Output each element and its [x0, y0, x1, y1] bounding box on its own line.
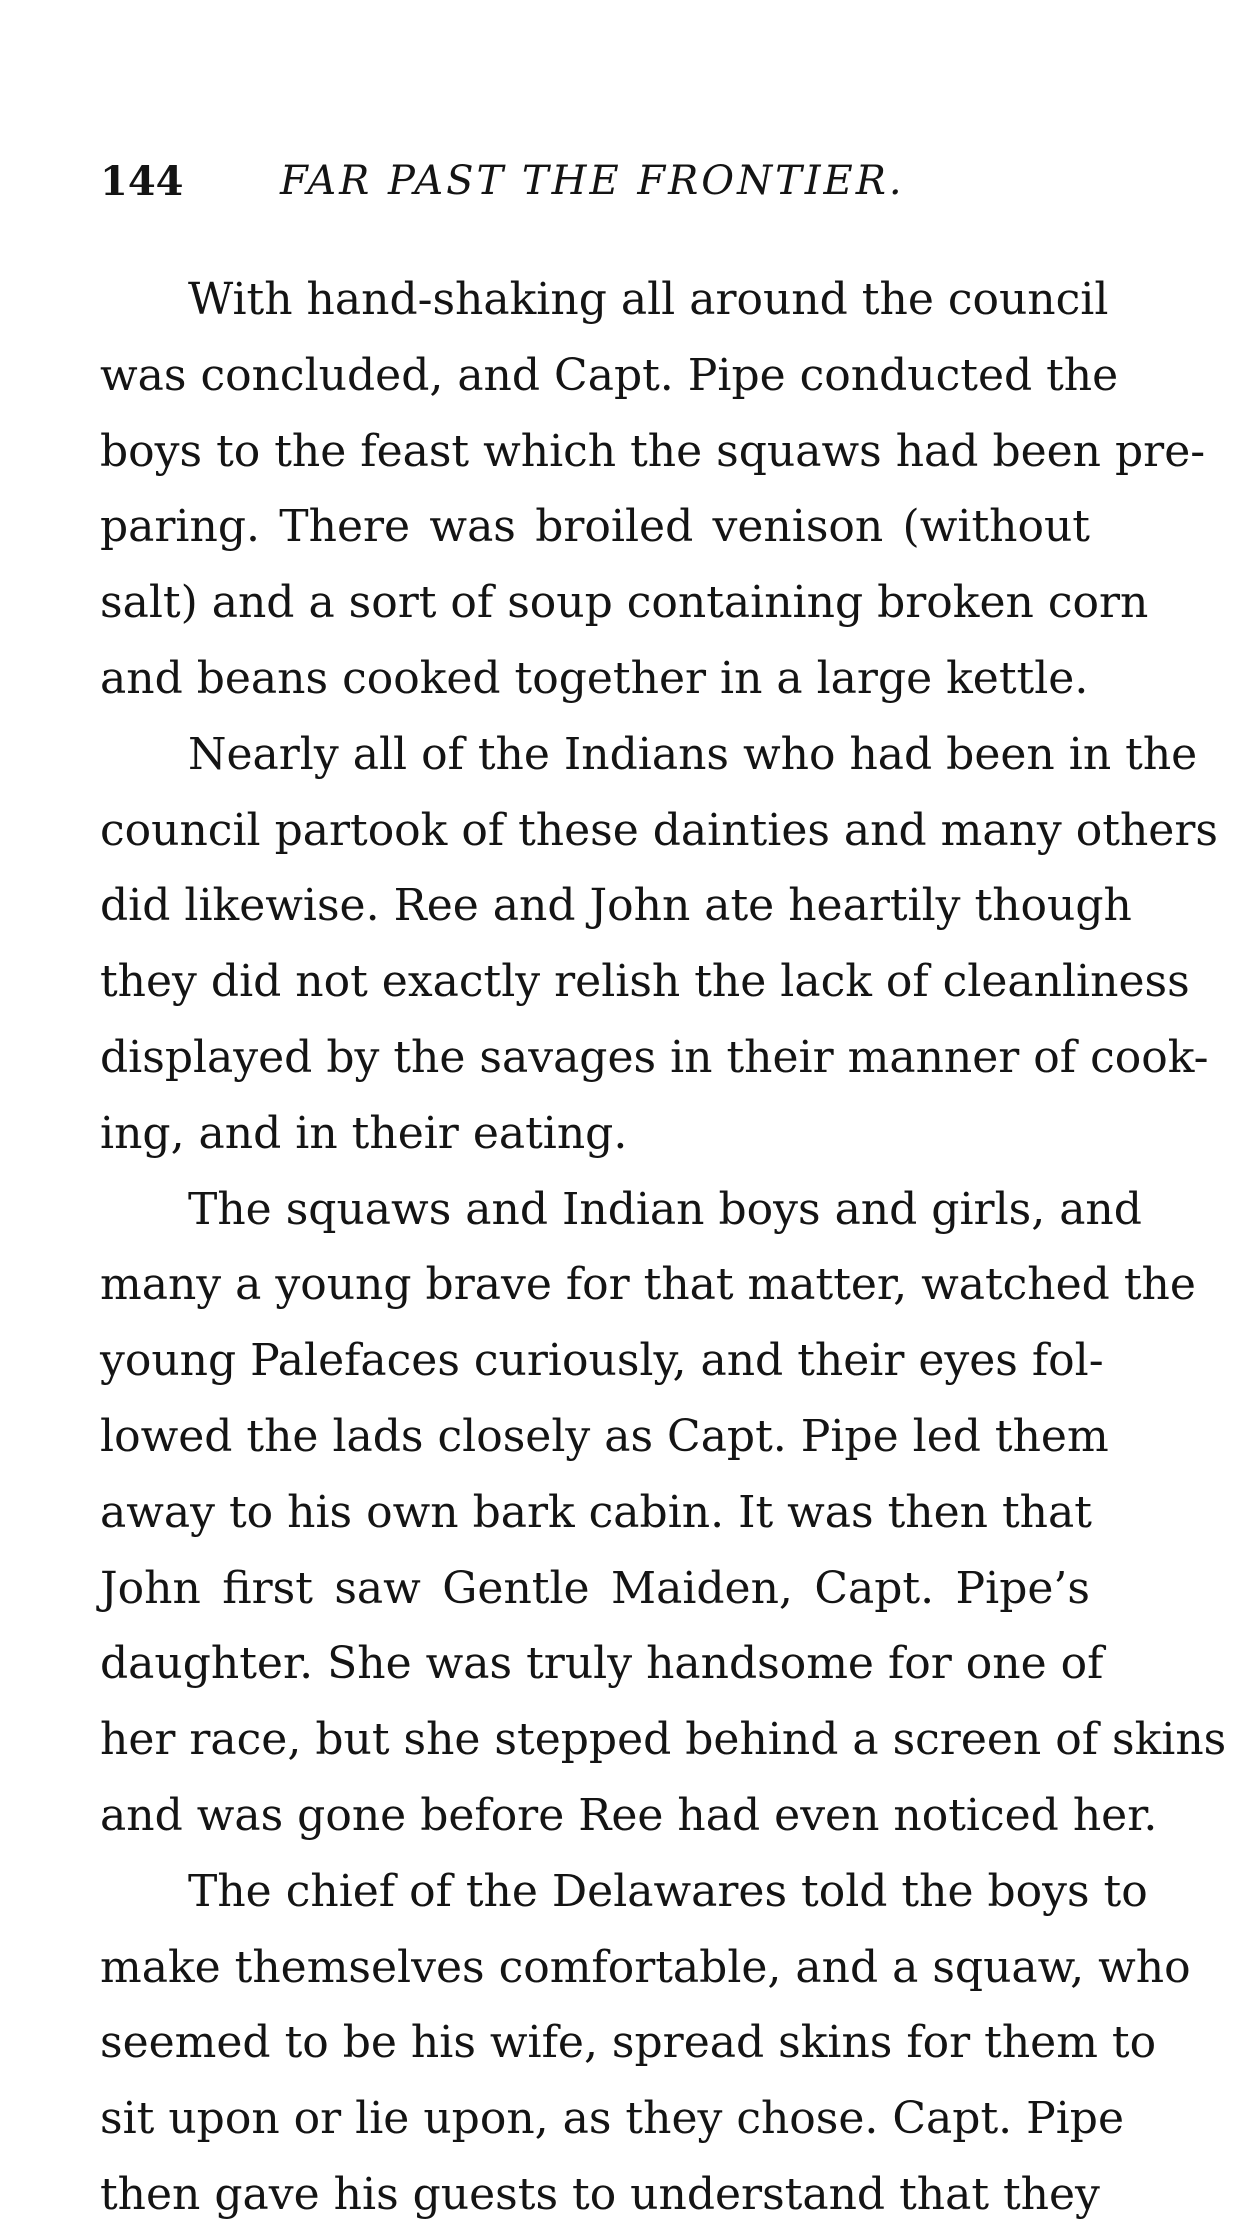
text-line: then gave his guests to understand that they [100, 2168, 1100, 2220]
text-line: many a young brave for that matter, watched the [100, 1259, 1196, 1311]
page-number: 144 [100, 158, 184, 205]
text-line: and was gone before Ree had even noticed her. [100, 1789, 1158, 1841]
text-line: With hand-shaking all around the council [188, 274, 1109, 325]
text-line: did likewise. Ree and John ate heartily though [100, 880, 1132, 932]
text-line: paring. There was broiled venison (without [100, 501, 1090, 553]
text-line: away to his own bark cabin. It was then that [100, 1486, 1092, 1538]
text-line: John first saw Gentle Maiden, Capt. Pipe’s [100, 1562, 1090, 1614]
text-line: Nearly all of the Indians who had been in the [188, 728, 1198, 780]
text-line: council partook of these dainties and many others [100, 804, 1218, 856]
text-line: young Palefaces curiously, and their eyes fol- [100, 1335, 1104, 1387]
text-line: her race, but she stepped behind a screen of skins [100, 1714, 1227, 1766]
text-line: seemed to be his wife, spread skins for them to [100, 2017, 1157, 2069]
text-line: was concluded, and Capt. Pipe conducted the [100, 349, 1119, 401]
running-head [0, 158, 1249, 218]
text-line: salt) and a sort of soup containing broken corn [100, 577, 1149, 629]
body-text [100, 262, 1227, 2233]
running-title: FAR PAST THE FRONTIER. [280, 158, 905, 204]
text-line: displayed by the savages in their manner of cook- [100, 1031, 1209, 1083]
text-line: sit upon or lie upon, as they chose. Capt. Pipe [100, 2093, 1124, 2145]
text-line: boys to the feast which the squaws had been pre- [100, 425, 1206, 477]
text-line: daughter. She was truly handsome for one of [100, 1638, 1104, 1690]
text-line: ing, and in their eating. [100, 1107, 628, 1159]
text-line: and beans cooked together in a large kettle. [100, 652, 1089, 704]
text-line: they did not exactly relish the lack of cleanliness [100, 956, 1190, 1008]
text-line: The chief of the Delawares told the boys to [188, 1865, 1148, 1917]
text-line: lowed the lads closely as Capt. Pipe led them [100, 1410, 1109, 1462]
text-line: make themselves comfortable, and a squaw, who [100, 1941, 1191, 1993]
text-line: The squaws and Indian boys and girls, and [188, 1183, 1142, 1235]
